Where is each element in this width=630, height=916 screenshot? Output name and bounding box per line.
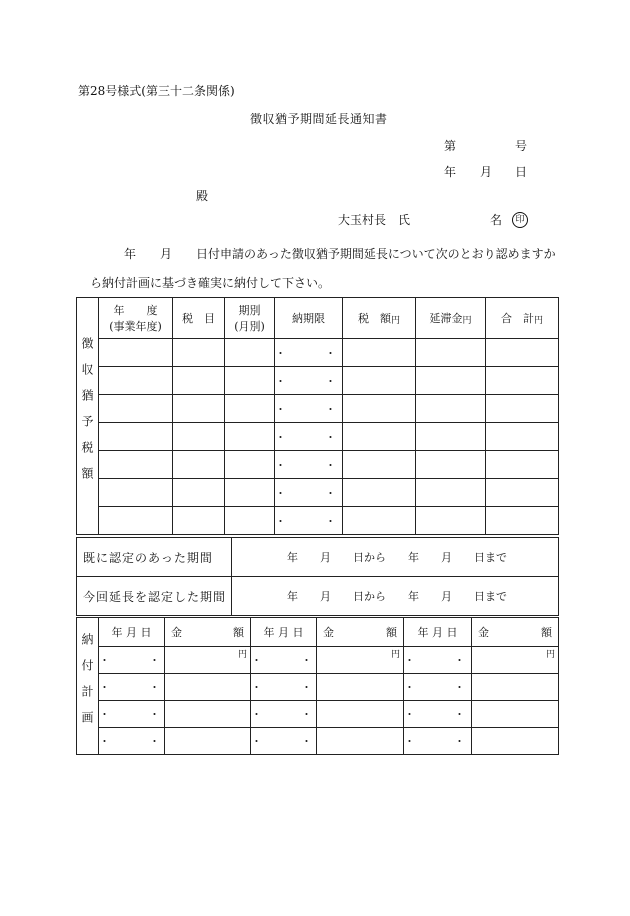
existing-period-range[interactable]: 年 月 日から 年 月 日まで	[232, 538, 559, 577]
plan-date-cell[interactable]: ・ ・	[251, 647, 317, 674]
existing-period-label: 既に認定のあった期間	[77, 538, 232, 577]
extended-period-label: 今回延長を認定した期間	[77, 577, 232, 616]
table-row	[77, 451, 559, 479]
plan-date-cell[interactable]: ・ ・	[251, 674, 317, 701]
table-row	[77, 674, 559, 701]
deadline-cell[interactable]: ・ ・	[275, 451, 343, 479]
header-tax-item: 税 目	[173, 298, 225, 339]
table-row	[77, 701, 559, 728]
tax-table-header-row	[77, 298, 559, 339]
header-deadline: 納期限	[275, 298, 343, 339]
issuer-name-label: 名	[490, 213, 503, 227]
plan-side-label: 納付計画	[77, 618, 99, 755]
table-row	[77, 339, 559, 367]
deadline-cell[interactable]: ・ ・	[275, 423, 343, 451]
plan-date-cell[interactable]: ・ ・	[404, 701, 472, 728]
plan-amount-cell[interactable]	[317, 701, 404, 728]
plan-amount-cell[interactable]	[165, 674, 251, 701]
period-table	[76, 537, 559, 616]
plan-date-cell[interactable]: ・ ・	[99, 728, 165, 755]
plan-date-cell[interactable]: ・ ・	[99, 647, 165, 674]
plan-date-cell[interactable]: ・ ・	[99, 701, 165, 728]
table-row	[77, 423, 559, 451]
table-row	[77, 728, 559, 755]
table-row	[77, 647, 559, 674]
deadline-cell[interactable]: ・ ・	[275, 339, 343, 367]
date-month: 月	[480, 165, 493, 179]
plan-date-header: 年 月 日	[404, 618, 472, 647]
notice-body	[90, 240, 560, 298]
table-row	[77, 507, 559, 535]
plan-amount-cell[interactable]	[472, 701, 559, 728]
extended-period-row	[77, 577, 559, 616]
plan-date-cell[interactable]: ・ ・	[251, 728, 317, 755]
date-year: 年	[444, 165, 457, 179]
table-row	[77, 395, 559, 423]
plan-date-cell[interactable]: ・ ・	[404, 674, 472, 701]
plan-amount-cell[interactable]	[317, 674, 404, 701]
plan-date-header: 年 月 日	[99, 618, 165, 647]
plan-amount-cell[interactable]: 円	[165, 647, 251, 674]
plan-amount-cell[interactable]	[317, 728, 404, 755]
plan-date-cell[interactable]: ・ ・	[404, 647, 472, 674]
tax-table-side-label: 徴収猶予税額	[77, 298, 99, 535]
date-day: 日	[515, 165, 528, 179]
number-suffix: 号	[515, 139, 528, 153]
existing-period-row	[77, 538, 559, 577]
header-late-fee: 延滞金円	[416, 298, 486, 339]
deadline-cell[interactable]: ・ ・	[275, 479, 343, 507]
payment-plan-table	[76, 617, 559, 755]
plan-amount-cell[interactable]	[165, 701, 251, 728]
plan-amount-header: 金 額	[472, 618, 559, 647]
number-prefix: 第	[444, 139, 457, 153]
header-period: 期別 (月別)	[225, 298, 275, 339]
plan-amount-cell[interactable]: 円	[317, 647, 404, 674]
plan-date-cell[interactable]: ・ ・	[251, 701, 317, 728]
plan-header-row	[77, 618, 559, 647]
plan-date-cell[interactable]: ・ ・	[404, 728, 472, 755]
table-row	[77, 367, 559, 395]
plan-amount-cell[interactable]: 円	[472, 647, 559, 674]
table-row	[77, 479, 559, 507]
plan-amount-header: 金 額	[317, 618, 404, 647]
issuer-title: 大玉村長 氏	[338, 213, 411, 227]
plan-date-cell[interactable]: ・ ・	[99, 674, 165, 701]
deadline-cell[interactable]: ・ ・	[275, 395, 343, 423]
header-total: 合 計円	[486, 298, 559, 339]
deadline-cell[interactable]: ・ ・	[275, 507, 343, 535]
deadline-cell[interactable]: ・ ・	[275, 367, 343, 395]
document-title: 徴収猶予期間延長通知書	[250, 112, 388, 126]
extended-period-range[interactable]: 年 月 日から 年 月 日まで	[232, 577, 559, 616]
notice-line-1: 年 月 日付申請のあった徴収猶予期間延長について次のとおり認めますか	[124, 247, 556, 261]
notice-line-2: ら納付計画に基づき確実に納付して下さい。	[90, 276, 331, 290]
plan-amount-cell[interactable]	[472, 674, 559, 701]
form-number-label: 第28号様式(第三十二条関係)	[78, 84, 235, 98]
plan-date-header: 年 月 日	[251, 618, 317, 647]
plan-amount-cell[interactable]	[165, 728, 251, 755]
header-tax-amount: 税 額円	[343, 298, 416, 339]
tax-deferment-table	[76, 297, 559, 535]
seal-mark: 印	[512, 212, 528, 228]
plan-amount-header: 金 額	[165, 618, 251, 647]
addressee-honorific: 殿	[196, 189, 209, 203]
plan-amount-cell[interactable]	[472, 728, 559, 755]
header-year: 年 度 (事業年度)	[99, 298, 173, 339]
